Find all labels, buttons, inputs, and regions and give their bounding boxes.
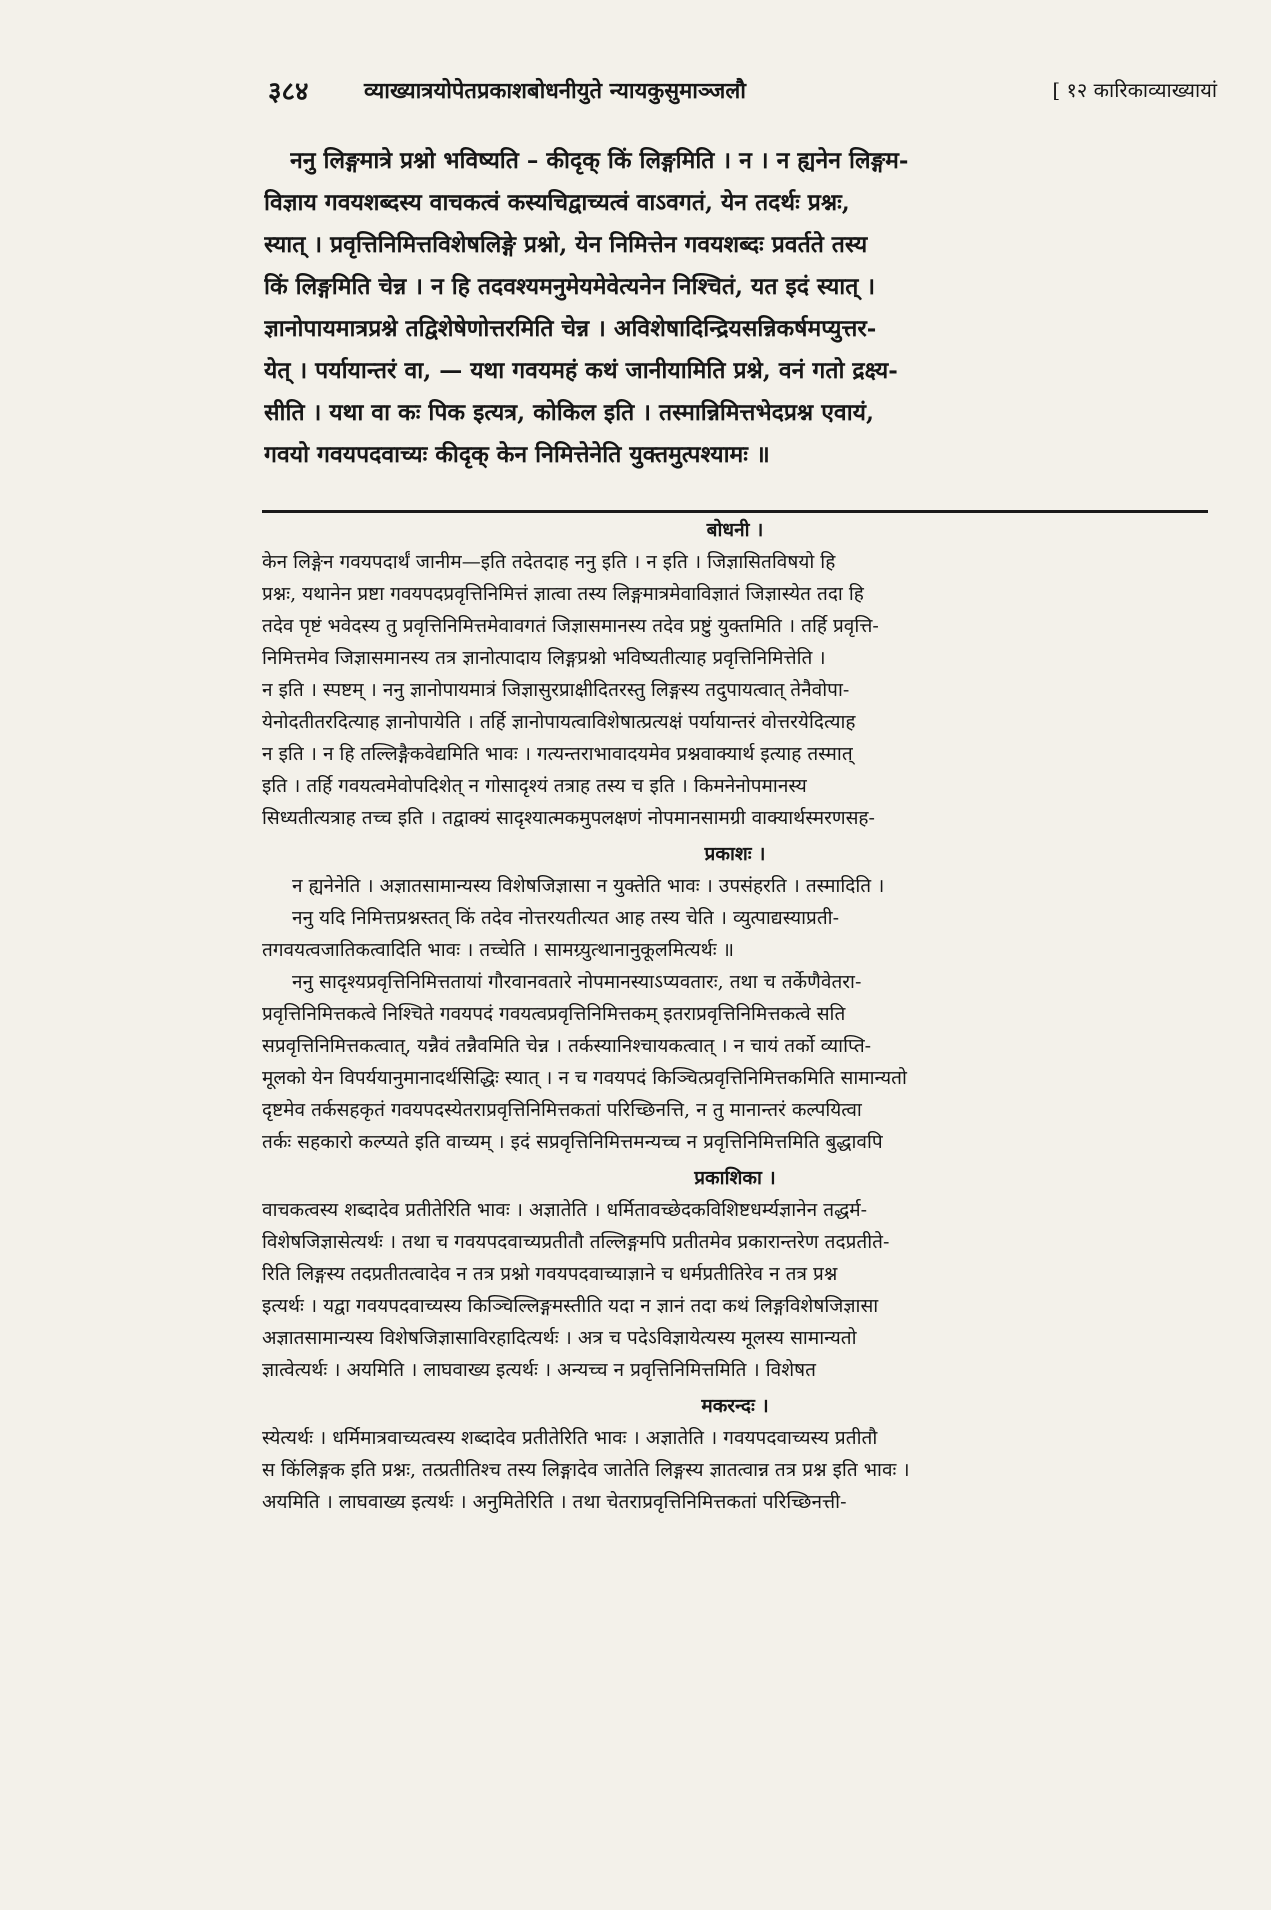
commentary-line: इति । तर्हि गवयत्वमेवोपदिशेत् न गोसादृश्यं तत्राह तस्य च इति । किमनेनोपमानस्य [262, 775, 807, 797]
main-text-line: ज्ञानोपायमात्रप्रश्ने तद्विशेषेणोत्तरमिति चेन्न । अविशेषादिन्द्रियसन्निकर्षमप्युत्तर- [264, 315, 877, 342]
commentary-line: सप्रवृत्तिनिमित्तकत्वात्, यन्नैवं तन्नैवमिति चेन्न । तर्कस्यानिश्चायकत्वात् । न चायं तर्को व्याप्ति- [262, 1035, 872, 1057]
makaranda-title: मकरन्दः । [701, 1395, 769, 1417]
commentary-line: विशेषजिज्ञासेत्यर्थः । तथा च गवयपदवाच्यप्रतीतौ तल्लिङ्गमपि प्रतीतमेव प्रकारान्तरेण तदप्रतीते- [262, 1231, 890, 1253]
commentary-line: ननु यदि निमित्तप्रश्नस्तत् किं तदेव नोत्तरयतीत्यत आह तस्य चेति । व्युत्पाद्यस्याप्रती- [292, 907, 840, 929]
section-reference: [ १२ कारिकाव्याख्यायां [1052, 78, 1217, 102]
commentary-line: तगवयत्वजातिकत्वादिति भावः । तच्चेति । सामग्र्युत्थानानुकूलमित्यर्थः ॥ [262, 939, 734, 961]
commentary-line: तदेव पृष्टं भवेदस्य तु प्रवृत्तिनिमित्तमेवावगतं जिज्ञासमानस्य तदेव प्रष्टुं युक्तमिति । तर्हि प्रवृत्ति- [262, 615, 879, 637]
running-title: व्याख्यात्रयोपेतप्रकाशबोधनीयुते न्यायकुसुमाञ्जलौ [364, 78, 746, 104]
main-text-line: स्यात् । प्रवृत्तिनिमित्तविशेषलिङ्गे प्रश्नो, येन निमित्तेन गवयशब्दः प्रवर्तते तस्य [264, 231, 868, 258]
commentary-line: केन लिङ्गेन गवयपदार्थं जानीम—इति तदेतदाह ननु इति । न इति । जिज्ञासितविषयो हि [262, 551, 836, 573]
commentary-line: वाचकत्वस्य शब्दादेव प्रतीतेरिति भावः । अज्ञातेति । धर्मितावच्छेदकविशिष्टधर्म्यज्ञानेन तद्धर्म- [262, 1199, 868, 1221]
commentary-line: प्रवृत्तिनिमित्तकत्वे निश्चिते गवयपदं गवयत्वप्रवृत्तिनिमित्तकम् इतराप्रवृत्तिनिमित्तकत्वे सति [262, 1003, 846, 1025]
commentary-line: स किंलिङ्गक इति प्रश्नः, तत्प्रतीतिश्च तस्य लिङ्गादेव जातेति लिङ्गस्य ज्ञातत्वान्न तत्र प्रश्न इति भावः । [262, 1459, 910, 1481]
main-text-line: किं लिङ्गमिति चेन्न । न हि तदवश्यमनुमेयमेवेत्यनेन निश्चितं, यत इदं स्यात् । [264, 273, 876, 300]
commentary-line: इत्यर्थः । यद्वा गवयपदवाच्यस्य किञ्चिल्लिङ्गमस्तीति यदा न ज्ञानं तदा कथं लिङ्गविशेषजिज्ञासा [262, 1295, 879, 1317]
commentary-line: प्रश्नः, यथानेन प्रष्टा गवयपदप्रवृत्तिनिमित्तं ज्ञात्वा तस्य लिङ्गमात्रमेवाविज्ञातं जिज्ञास्येत तदा हि [262, 583, 864, 605]
commentary-line: अज्ञातसामान्यस्य विशेषजिज्ञासाविरहादित्यर्थः । अत्र च पदेऽविज्ञायेत्यस्य मूलस्य सामान्यतो [262, 1327, 857, 1349]
commentary-line: न ह्यनेनेति । अज्ञातसामान्यस्य विशेषजिज्ञासा न युक्तेति भावः । उपसंहरति । तस्मादिति । [292, 875, 885, 897]
commentary-line: निमित्तमेव जिज्ञासमानस्य तत्र ज्ञानोत्पादाय लिङ्गप्रश्नो भविष्यतीत्याह प्रवृत्तिनिमित्तेति । [262, 647, 826, 669]
section-divider [262, 510, 1208, 513]
commentary-line: सिध्यतीत्यत्राह तच्च इति । तद्वाक्यं सादृश्यात्मकमुपलक्षणं नोपमानसामग्री वाक्यार्थस्मरणसह- [262, 807, 875, 829]
main-text-line: सीति । यथा वा कः पिक इत्यत्र, कोकिल इति । तस्मान्निमित्तभेदप्रश्न एवायं, [264, 399, 875, 426]
main-text-line: विज्ञाय गवयशब्दस्य वाचकत्वं कस्यचिद्वाच्यत्वं वाऽवगतं, येन तदर्थः प्रश्नः, [264, 189, 850, 216]
commentary-line: दृष्टमेव तर्कसहकृतं गवयपदस्येतराप्रवृत्तिनिमित्तकतां परिच्छिनत्ति, न तु मानान्तरं कल्पयित्वा [262, 1099, 862, 1121]
main-text-line: ननु लिङ्गमात्रे प्रश्नो भविष्यति – कीदृक् किं लिङ्गमिति । न । न ह्यनेन लिङ्गम- [290, 147, 909, 174]
page-header [268, 72, 1217, 112]
main-text-line: गवयो गवयपदवाच्यः कीदृक् केन निमित्तेनेति युक्तमुत्पश्यामः ॥ [264, 441, 770, 468]
commentary-line: ज्ञात्वेत्यर्थः । अयमिति । लाघवाख्य इत्यर्थः । अन्यच्च न प्रवृत्तिनिमित्तमिति । विशेषत [262, 1359, 816, 1381]
commentary-line: येनोदतीतरदित्याह ज्ञानोपायेति । तर्हि ज्ञानोपायत्वाविशेषात्प्रत्यक्षं पर्यायान्तरं वोत्तरयेदित्याह [262, 711, 856, 733]
commentary-line: स्येत्यर्थः । धर्मिमात्रवाच्यत्वस्य शब्दादेव प्रतीतेरिति भावः । अज्ञातेति । गवयपदवाच्यस्य प्रतीतौ [262, 1427, 878, 1449]
main-text-line: येत् । पर्यायान्तरं वा, — यथा गवयमहं कथं जानीयामिति प्रश्ने, वनं गतो द्रक्ष्य- [264, 357, 898, 384]
commentary-line: न इति । न हि तल्लिङ्गैकवेद्यमिति भावः । गत्यन्तराभावादयमेव प्रश्नवाक्यार्थ इत्याह तस्मात् [262, 743, 853, 765]
commentary-line: ननु सादृश्यप्रवृत्तिनिमित्ततायां गौरवानवतारे नोपमानस्याऽप्यवतारः, तथा च तर्केणैवेतरा- [292, 971, 862, 993]
prakasha-title: प्रकाशः । [704, 843, 766, 865]
bodhani-title: बोधनी । [706, 519, 764, 541]
commentary-line: तर्कः सहकारो कल्प्यते इति वाच्यम् । इदं सप्रवृत्तिनिमित्तमन्यच्च न प्रवृत्तिनिमित्तमिति बुद्धावपि [262, 1131, 883, 1153]
commentary-line: अयमिति । लाघवाख्य इत्यर्थः । अनुमितेरिति । तथा चेतराप्रवृत्तिनिमित्तकतां परिच्छिनत्ती- [262, 1491, 847, 1513]
main-text-block [264, 143, 1204, 481]
page-number: ३८४ [268, 77, 309, 107]
commentary-line: रिति लिङ्गस्य तदप्रतीतत्वादेव न तत्र प्रश्नो गवयपदवाच्याज्ञाने च धर्मप्रतीतिरेव न तत्र प्रश्न [262, 1263, 838, 1285]
commentary-line: न इति । स्पष्टम् । ननु ज्ञानोपायमात्रं जिज्ञासुरप्राक्षीदितरस्तु लिङ्गस्य तदुपायत्वात् तेनैवोपा- [262, 679, 850, 701]
prakashika-title: प्रकाशिका । [694, 1167, 776, 1189]
commentary-line: मूलको येन विपर्ययानुमानादर्थसिद्धिः स्यात् । न च गवयपदं किञ्चित्प्रवृत्तिनिमित्तकमिति सामान्यतो [262, 1067, 907, 1089]
